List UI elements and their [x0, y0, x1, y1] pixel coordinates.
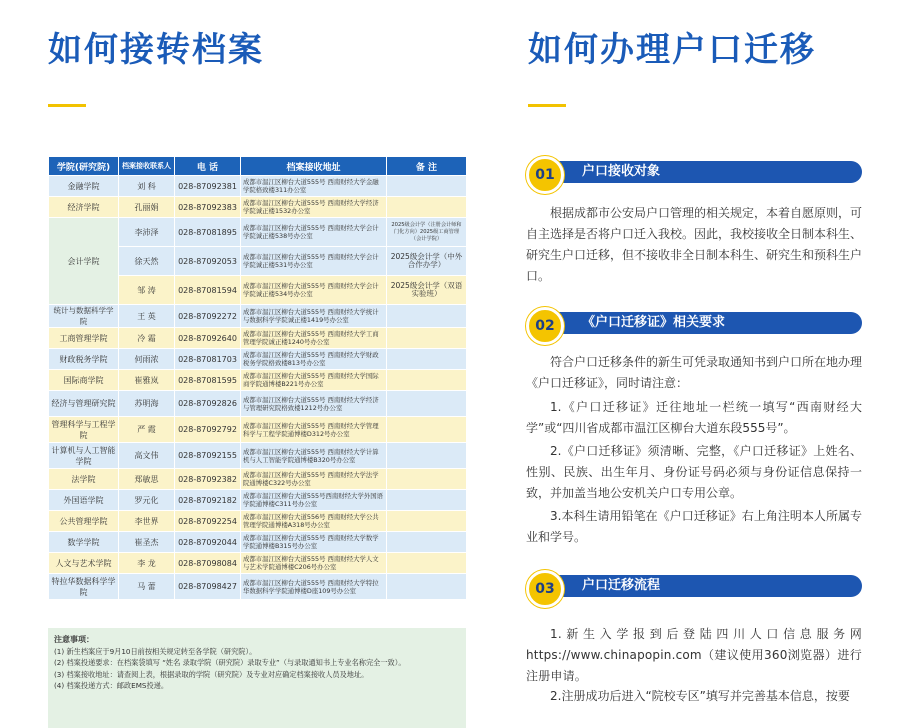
table-row — [49, 574, 467, 600]
address-cell: 成都市温江区柳台大道555号 西南财经大学国际商学院通博楼B221号办公室 — [241, 370, 387, 391]
address-cell: 成都市温江区柳台大道555号 西南财经大学人文与艺术学院通博楼C206号办公室 — [241, 553, 387, 574]
note-item: (2) 档案投递要求：在档案袋填写 “姓名 录取学院（研究院）录取专业”（与录取通知书上专业名称完全一致）。 — [54, 658, 406, 667]
section-header-1 — [530, 161, 862, 183]
phone-cell: 028-87092044 — [175, 532, 241, 553]
note-cell — [387, 349, 467, 370]
phone-cell: 028-87081595 — [175, 370, 241, 391]
table-row — [49, 305, 467, 328]
table-row — [49, 443, 467, 469]
phone-cell: 028-87092381 — [175, 176, 241, 197]
contact-cell: 徐天然 — [119, 247, 175, 276]
note-cell — [387, 197, 467, 218]
college-cell: 经济学院 — [49, 197, 119, 218]
col-header-note: 备 注 — [387, 157, 467, 176]
contact-cell: 李沛泽 — [119, 218, 175, 247]
table-row — [49, 553, 467, 574]
contact-cell: 高文伟 — [119, 443, 175, 469]
phone-cell: 028-87092640 — [175, 328, 241, 349]
note-cell: 2025级会计学（双语实验班） — [387, 276, 467, 305]
table-row — [49, 370, 467, 391]
phone-cell: 028-87092792 — [175, 417, 241, 443]
contact-cell: 何雨浓 — [119, 349, 175, 370]
table-row — [49, 176, 467, 197]
section-number-badge: 03 — [526, 570, 564, 608]
address-cell: 成都市温江区柳台大道555号 西南财经大学经济与管理研究院格致楼1212号办公室 — [241, 391, 387, 417]
contact-cell: 刘 科 — [119, 176, 175, 197]
contact-cell: 马 蕾 — [119, 574, 175, 600]
address-cell: 成都市温江区柳台大道555号 西南财经大学统计与数据科学学院诚正楼1419号办公室 — [241, 305, 387, 328]
notes-box — [48, 628, 466, 728]
address-cell: 成都市温江区柳台大道556号 西南财经大学公共管理学院通博楼A318号办公室 — [241, 511, 387, 532]
note-cell — [387, 469, 467, 490]
note-cell — [387, 443, 467, 469]
phone-cell: 028-87092155 — [175, 443, 241, 469]
table-row — [49, 328, 467, 349]
note-cell — [387, 490, 467, 511]
address-cell: 成都市温江区柳台大道555号 西南财经大学会计学院诚正楼534号办公室 — [241, 276, 387, 305]
note-cell: 2025级会计学（中外合作办学） — [387, 247, 467, 276]
contact-cell: 王 英 — [119, 305, 175, 328]
page-title-archive: 如何接转档案 — [48, 30, 264, 70]
section-number-badge: 02 — [526, 307, 564, 345]
phone-cell: 028-87081703 — [175, 349, 241, 370]
note-cell — [387, 176, 467, 197]
phone-cell: 028-87092272 — [175, 305, 241, 328]
contact-cell: 崔圣杰 — [119, 532, 175, 553]
contact-cell: 郑敏思 — [119, 469, 175, 490]
table-row — [49, 197, 467, 218]
address-cell: 成都市温江区柳台大道555号 西南财经大学管理科学与工程学院通博楼D312号办公室 — [241, 417, 387, 443]
table-row — [49, 532, 467, 553]
contact-cell: 孔丽娟 — [119, 197, 175, 218]
page-title-hukou: 如何办理户口迁移 — [528, 30, 816, 70]
table-row — [49, 218, 467, 247]
section-2-paragraph: 3.本科生请用铅笔在《户口迁移证》右上角注明本人所属专业和学号。 — [526, 509, 862, 544]
contact-cell: 罗元化 — [119, 490, 175, 511]
contact-cell: 李 龙 — [119, 553, 175, 574]
section-title: 户口迁移流程 — [582, 578, 661, 593]
phone-cell: 028-87081594 — [175, 276, 241, 305]
note-cell — [387, 391, 467, 417]
phone-cell: 028-87081895 — [175, 218, 241, 247]
college-cell: 金融学院 — [49, 176, 119, 197]
table-row — [49, 417, 467, 443]
section-2-paragraph: 1.《户口迁移证》迁往地址一栏统一填写“西南财经大学”或“四川省成都市温江区柳台大道东段555号”。 — [526, 400, 862, 435]
section-3-paragraph: 1.新生入学报到后登陆四川人口信息服务网https://www.chinapopin.com（建议使用360浏览器）进行注册申请。 — [526, 627, 862, 683]
college-cell: 法学院 — [49, 469, 119, 490]
note-cell: 2025级会计学（注册会计师和门化方向）2025级工商管理（会计学院） — [387, 218, 467, 247]
contact-cell: 严 霞 — [119, 417, 175, 443]
contact-cell: 崔雅岚 — [119, 370, 175, 391]
phone-cell: 028-87092254 — [175, 511, 241, 532]
college-cell: 会计学院 — [49, 218, 119, 305]
note-item: (1) 新生档案应于9月10日前按相关规定转至各学院（研究院）。 — [54, 646, 257, 656]
college-cell: 公共管理学院 — [49, 511, 119, 532]
section-title: 《户口迁移证》相关要求 — [582, 315, 726, 330]
note-cell — [387, 370, 467, 391]
col-header-contact: 档案接收联系人 — [119, 157, 175, 176]
contact-cell: 李世界 — [119, 511, 175, 532]
address-cell: 成都市温江区柳台大道555号 西南财经大学特拉华数据科学学院通博楼D座109号办公室 — [241, 574, 387, 600]
phone-cell: 028-87092826 — [175, 391, 241, 417]
note-cell — [387, 532, 467, 553]
table-row — [49, 349, 467, 370]
section-title: 户口接收对象 — [582, 164, 661, 179]
address-cell: 成都市温江区柳台大道555号西南财经大学外国语学院通博楼C311号办公室 — [241, 490, 387, 511]
note-cell — [387, 553, 467, 574]
section-2-paragraph: 2.《户口迁移证》须清晰、完整，《户口迁移证》上姓名、性别、民族、出生年月、身份证号码必须与身份证信息保持一致，并加盖当地公安机关户口专用公章。 — [526, 444, 862, 500]
note-item: (4) 档案投递方式：邮政EMS投递。 — [54, 681, 169, 690]
college-cell: 国际商学院 — [49, 370, 119, 391]
college-cell: 统计与数据科学学院 — [49, 305, 119, 328]
col-header-phone: 电 话 — [175, 157, 241, 176]
table-row — [49, 469, 467, 490]
section-number-badge: 01 — [526, 156, 564, 194]
address-cell: 成都市温江区柳台大道555号 西南财经大学金融学院格致楼311办公室 — [241, 176, 387, 197]
note-cell — [387, 305, 467, 328]
college-cell: 财政税务学院 — [49, 349, 119, 370]
address-cell: 成都市温江区柳台大道555号 西南财经大学会计学院诚正楼531号办公室 — [241, 247, 387, 276]
section-header-3 — [530, 575, 862, 597]
table-header-row — [49, 157, 467, 176]
college-cell: 数学学院 — [49, 532, 119, 553]
college-cell: 管理科学与工程学院 — [49, 417, 119, 443]
phone-cell: 028-87098084 — [175, 553, 241, 574]
address-cell: 成都市温江区柳台大道555号 西南财经大学财政税务学院格致楼813号办公室 — [241, 349, 387, 370]
col-header-college: 学院(研究院) — [49, 157, 119, 176]
college-cell: 工商管理学院 — [49, 328, 119, 349]
section-header-2 — [530, 312, 862, 334]
section-2-paragraph: 符合户口迁移条件的新生可凭录取通知书到户口所在地办理《户口迁移证》，同时请注意： — [526, 355, 863, 390]
college-cell: 经济与管理研究院 — [49, 391, 119, 417]
address-cell: 成都市温江区柳台大道555号 西南财经大学计算机与人工智能学院通博楼B320号办公室 — [241, 443, 387, 469]
college-cell: 计算机与人工智能学院 — [49, 443, 119, 469]
phone-cell: 028-87098427 — [175, 574, 241, 600]
contact-cell: 冷 霜 — [119, 328, 175, 349]
phone-cell: 028-87092053 — [175, 247, 241, 276]
table-row — [49, 490, 467, 511]
phone-cell: 028-87092182 — [175, 490, 241, 511]
address-cell: 成都市温江区柳台大道555号 西南财经大学会计学院诚正楼538号办公室 — [241, 218, 387, 247]
col-header-address: 档案接收地址 — [241, 157, 387, 176]
phone-cell: 028-87092382 — [175, 469, 241, 490]
note-cell — [387, 328, 467, 349]
college-cell: 外国语学院 — [49, 490, 119, 511]
notes-title: 注意事项： — [54, 635, 94, 644]
address-cell: 成都市温江区柳台大道555号 西南财经大学经济学院诚正楼1532办公室 — [241, 197, 387, 218]
table-row — [49, 391, 467, 417]
title-underline — [48, 104, 86, 107]
address-cell: 成都市温江区柳台大道555号 西南财经大学数学学院通博楼B315号办公室 — [241, 532, 387, 553]
address-cell: 成都市温江区柳台大道555号 西南财经大学工商管理学院诚正楼1240号办公室 — [241, 328, 387, 349]
title-underline — [528, 104, 566, 107]
contact-cell: 邹 涛 — [119, 276, 175, 305]
college-cell: 特拉华数据科学学院 — [49, 574, 119, 600]
note-cell — [387, 417, 467, 443]
college-cell: 人文与艺术学院 — [49, 553, 119, 574]
contact-cell: 苏明海 — [119, 391, 175, 417]
section-3-paragraph: 2.注册成功后进入“院校专区”填写并完善基本信息，按要 — [550, 689, 850, 703]
note-cell — [387, 574, 467, 600]
address-cell: 成都市温江区柳台大道555号 西南财经大学法学院通博楼C322号办公室 — [241, 469, 387, 490]
table-row — [49, 511, 467, 532]
phone-cell: 028-87092383 — [175, 197, 241, 218]
note-item: (3) 档案接收地址：请查阅上表，根据录取的学院（研究院）及专业对应确定档案接收人员及地址。 — [54, 669, 369, 679]
archive-contact-table — [48, 156, 467, 600]
section-1-paragraph: 根据成都市公安局户口管理的相关规定，本着自愿原则，可自主选择是否将户口迁入我校。因此，我校接收全日制本科生、研究生户口迁移，但不接收非全日制本科生、研究生和预科生户口。 — [526, 206, 863, 283]
note-cell — [387, 511, 467, 532]
